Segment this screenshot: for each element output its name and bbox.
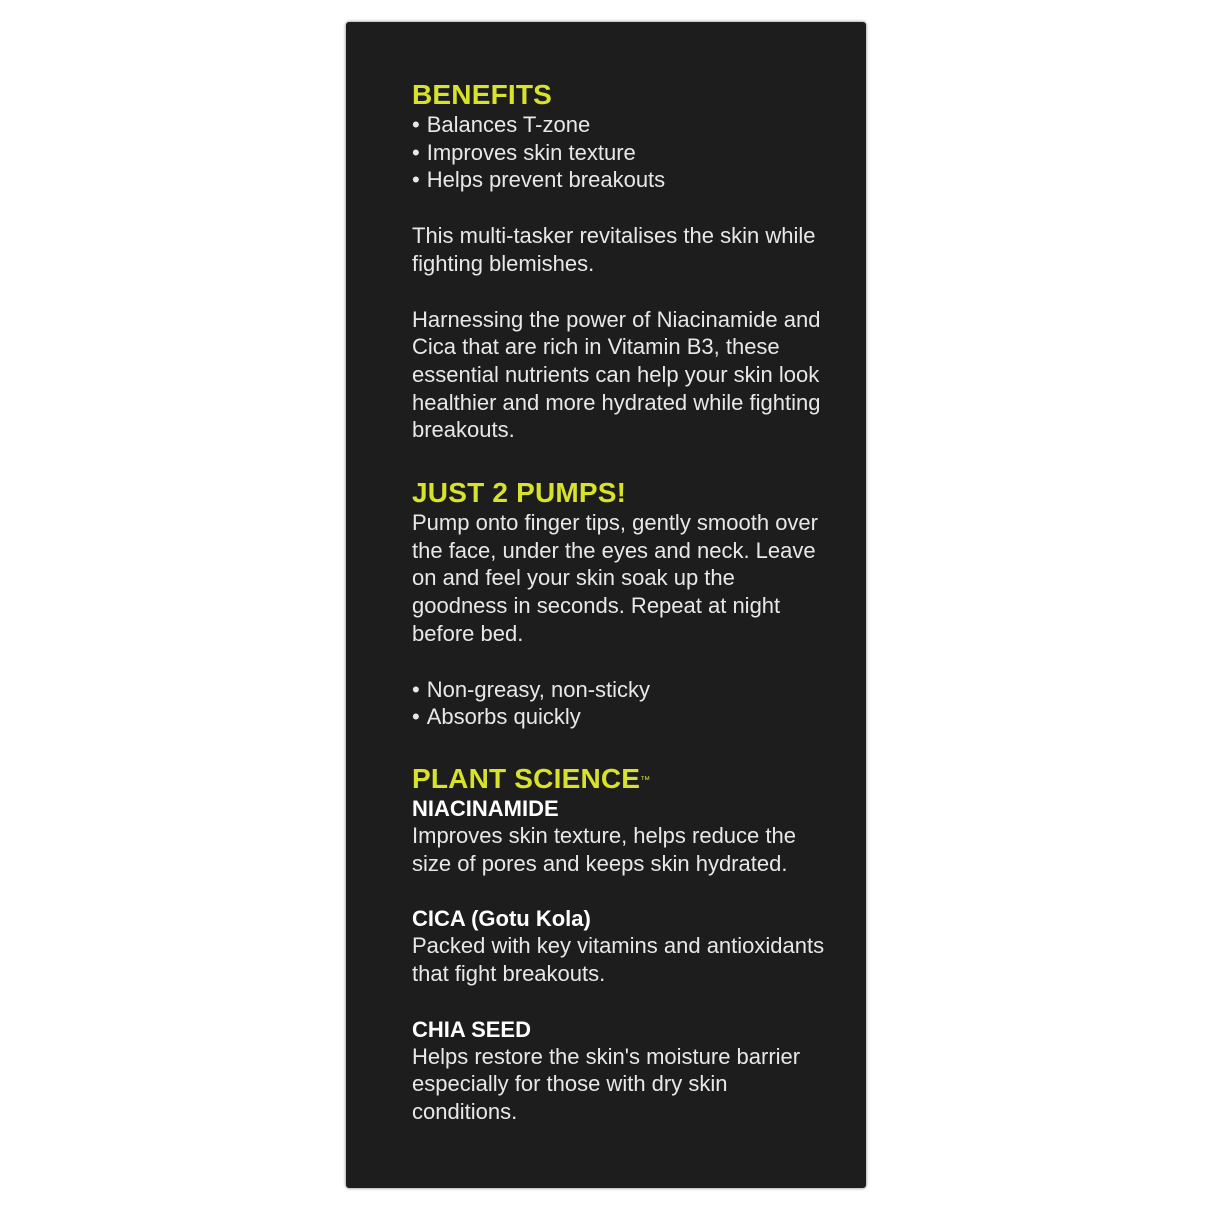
ingredient-description-chia-seed: Helps restore the skin's moisture barrier especially for those with dry skin conditions. [412, 1043, 801, 1125]
usage-heading: JUST 2 PUMPS! [412, 477, 627, 509]
box-text-content [412, 79, 832, 1126]
usage-item: • Non-greasy, non-sticky [412, 676, 832, 704]
trademark-mark: ™ [640, 774, 651, 786]
ingredient-description-cica: Packed with key vitamins and antioxidants that fight breakouts. [412, 933, 825, 987]
benefit-item: • Helps prevent breakouts [412, 166, 832, 194]
usage-list [412, 676, 832, 731]
benefits-paragraph-2: Harnessing the power of Niacinamide and Cica that are rich in Vitamin B3, these essential nutrients can help your skin look healthier and more hydrated while fighting breakouts. [412, 306, 821, 443]
benefit-item: • Balances T-zone [412, 111, 832, 139]
usage-item: • Absorbs quickly [412, 703, 832, 731]
benefits-paragraph-1: This multi-tasker revitalises the skin while fighting blemishes. [412, 223, 816, 276]
ingredient-description-niacinamide: Improves skin texture, helps reduce the size of pores and keeps skin hydrated. [412, 822, 796, 876]
usage-paragraph: Pump onto finger tips, gently smooth over the face, under the eyes and neck. Leave on and feel your skin soak up the goodness in seconds. Repeat at night before bed. [412, 510, 818, 646]
ingredient-name-niacinamide: NIACINAMIDE [412, 795, 559, 821]
ingredient-name-cica: CICA (Gotu Kola) [412, 906, 591, 932]
plant-science-heading [412, 763, 832, 795]
product-box-panel [346, 22, 866, 1188]
ingredient-name-chia-seed: CHIA SEED [412, 1016, 531, 1042]
benefit-item: • Improves skin texture [412, 139, 832, 167]
benefits-list [412, 111, 832, 194]
plant-science-heading-text: PLANT SCIENCE [412, 762, 641, 794]
benefits-heading: BENEFITS [412, 79, 553, 110]
